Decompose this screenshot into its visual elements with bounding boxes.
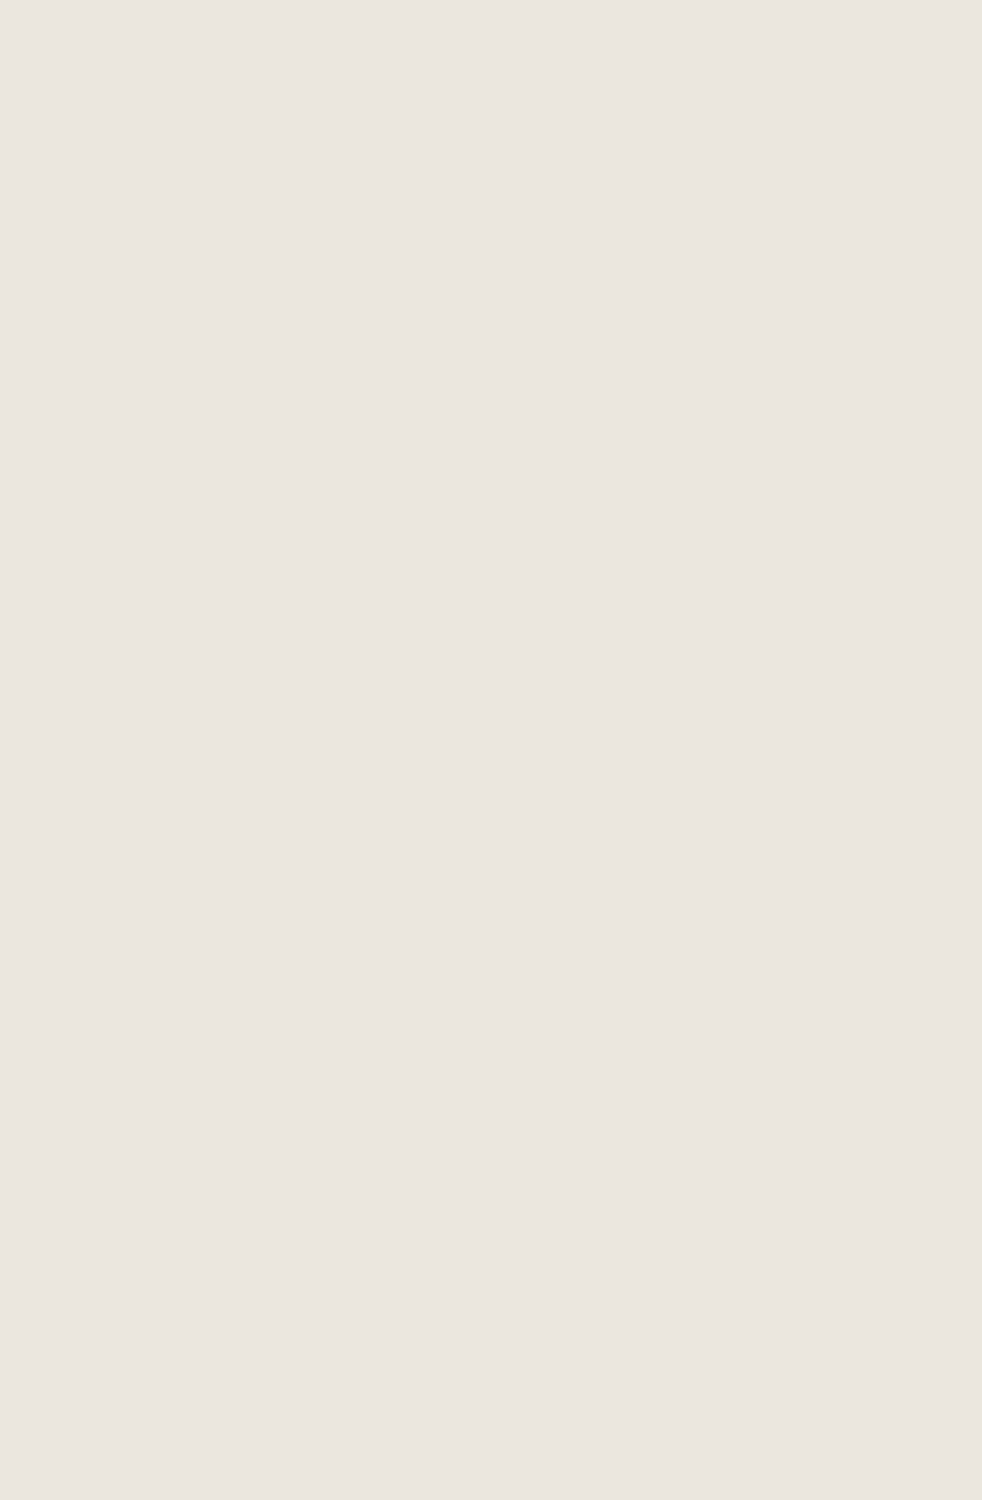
side-explanation (314, 118, 856, 296)
division-table (56, 118, 314, 296)
page-body (56, 112, 856, 302)
lcm-algorithm (56, 118, 856, 296)
